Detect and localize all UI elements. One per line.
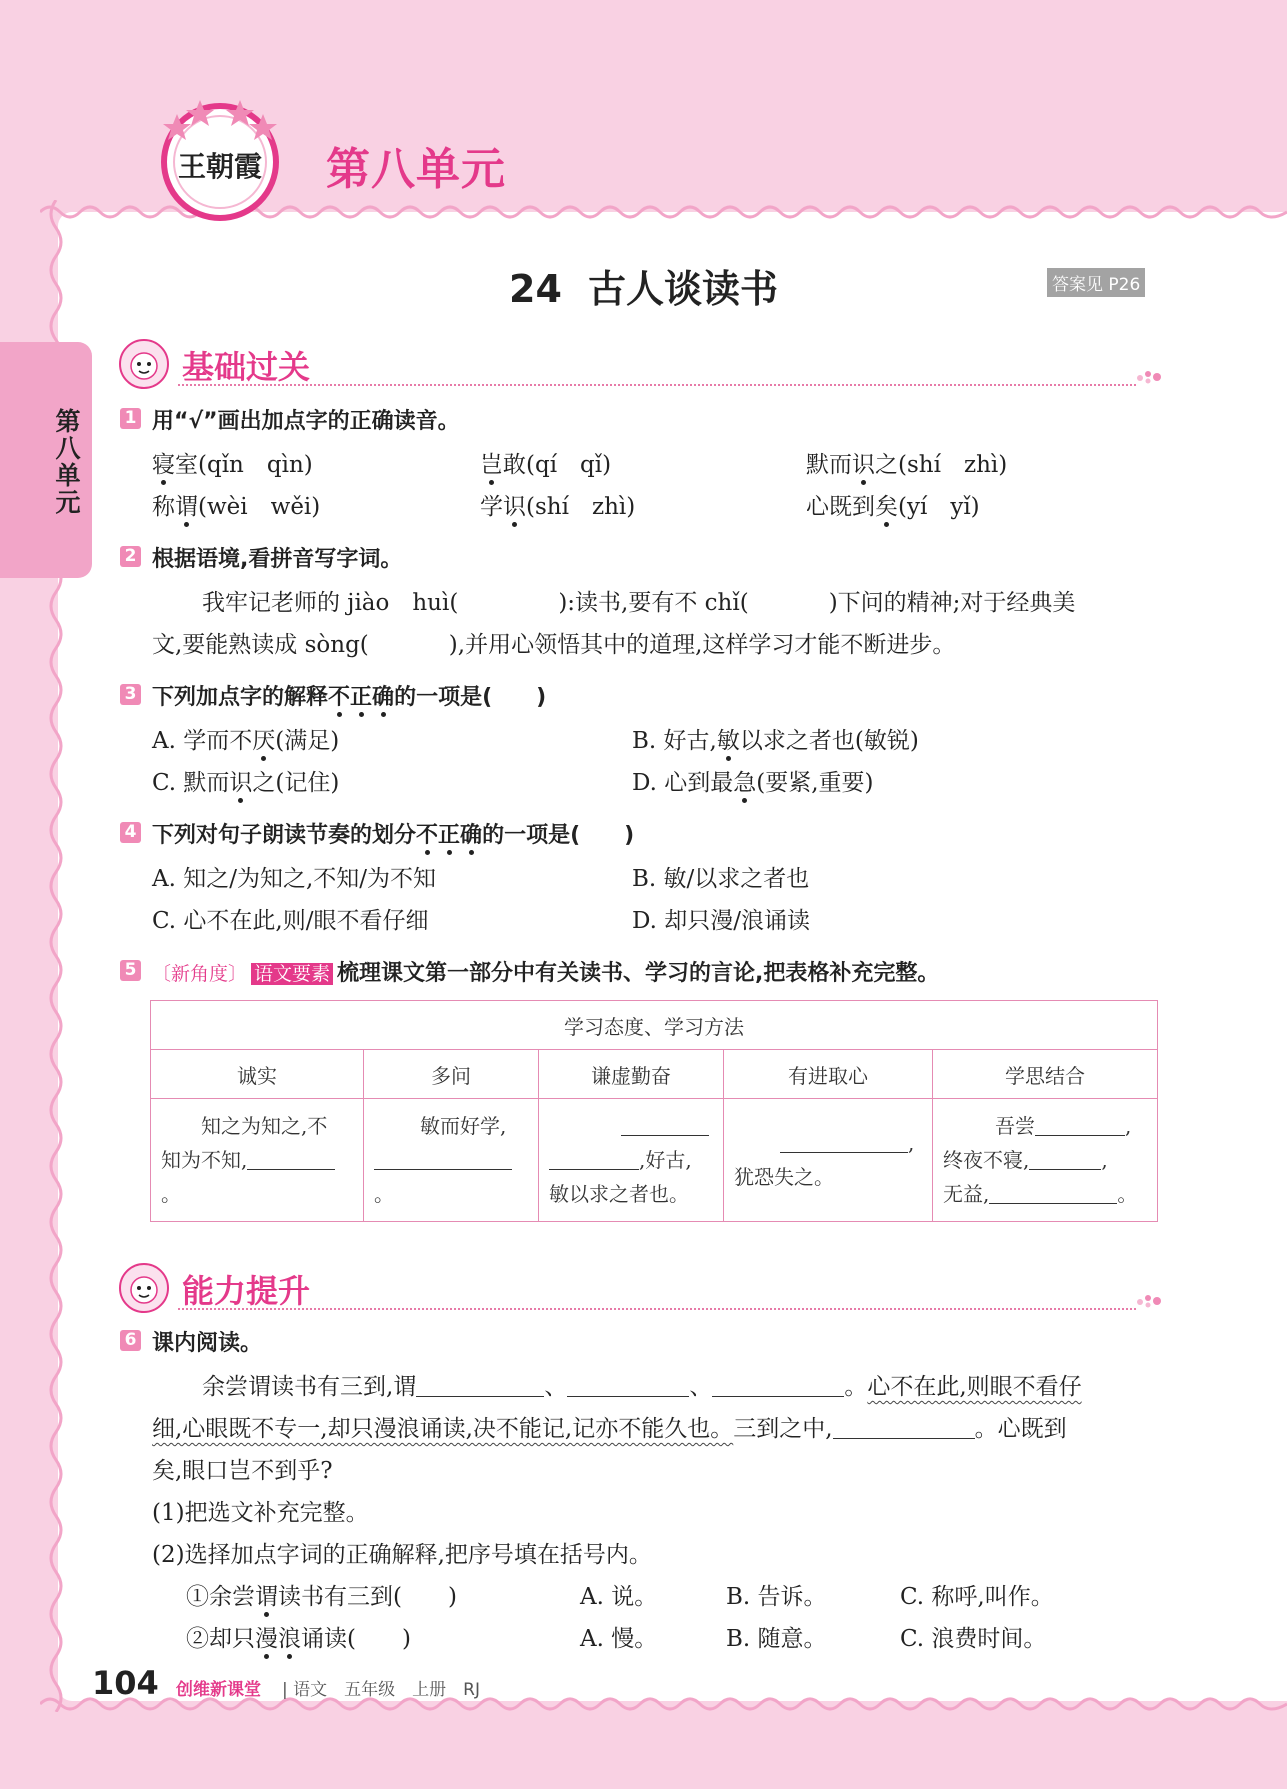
table-header: 诚实	[151, 1050, 364, 1099]
question-prompt: 课内阅读。	[152, 1331, 263, 1356]
q2-line: 文,要能熟读成 sòng( ),并用心领悟其中的道理,这样学习才能不断进步。	[152, 632, 956, 658]
option-b: B. 随意。	[726, 1626, 827, 1652]
question-number: 6	[120, 1330, 141, 1351]
question-prompt: 用“√”画出加点字的正确读音。	[152, 409, 460, 434]
sub-question: (2)选择加点字词的正确解释,把序号填在括号内。	[152, 1542, 652, 1568]
option-a: A. 知之/为知之,不知/为不知	[152, 866, 437, 892]
q1-item: 岂敢(qí qǐ)	[480, 452, 612, 478]
question-prompt: 根据语境,看拼音写字词。	[152, 547, 403, 572]
section-title-ability: 能力提升	[182, 1272, 311, 1310]
answer-ref-badge: 答案见 P26	[1047, 268, 1145, 297]
answer-blank[interactable]	[621, 1115, 709, 1136]
option-b: B. 敏/以求之者也	[632, 866, 810, 892]
table-title: 学习态度、学习方法	[151, 1001, 1158, 1050]
table-cell: 知之为知之,不 知为不知,。	[151, 1099, 364, 1222]
unit-title: 第八单元	[326, 144, 506, 195]
answer-blank[interactable]	[989, 1183, 1117, 1204]
option-a: A. 慢。	[580, 1626, 658, 1652]
question-prompt: 下列对句子朗读节奏的划分不正确的一项是( )	[152, 823, 635, 848]
option-d: D. 心到最急(要紧,重要)	[632, 770, 874, 796]
table-cell: 敏而好学, 。	[364, 1099, 539, 1222]
question-prompt: 〔新角度〕 语文要素 梳理课文第一部分中有关读书、学习的言论,把表格补充完整。	[152, 961, 940, 986]
option-b: B. 告诉。	[726, 1584, 827, 1610]
answer-blank[interactable]	[567, 1373, 689, 1397]
question-prompt: 下列加点字的解释不正确的一项是( )	[152, 685, 547, 710]
passage-line: 细,心眼既不专一,却只漫浪诵读,决不能记,记亦不能久也。三到之中, 。心既到	[152, 1416, 1067, 1442]
answer-blank[interactable]	[416, 1373, 544, 1397]
sub-item: ②却只漫浪诵读( )	[186, 1626, 411, 1652]
dots-icon	[1136, 370, 1162, 384]
section-divider	[178, 1308, 1136, 1310]
answer-blank[interactable]	[1035, 1115, 1125, 1136]
table-header: 有进取心	[724, 1050, 933, 1099]
question-number: 5	[120, 960, 141, 981]
answer-blank[interactable]	[247, 1149, 335, 1170]
mascot-icon	[118, 1262, 170, 1314]
page-number: 104	[92, 1664, 159, 1702]
answer-blank[interactable]	[833, 1415, 975, 1439]
q1-item: 默而识之(shí zhì)	[806, 452, 1008, 478]
table-cell: , 犹恐失之。	[724, 1099, 933, 1222]
option-a: A. 学而不厌(满足)	[152, 728, 340, 754]
study-table	[150, 1000, 1158, 1222]
answer-blank[interactable]	[780, 1132, 908, 1153]
lesson-name: 古人谈读书	[587, 267, 778, 311]
table-cell: ,好古, 敏以求之者也。	[539, 1099, 724, 1222]
option-c: C. 浪费时间。	[900, 1626, 1047, 1652]
passage-line: 余尝谓读书有三到,谓 、 、 。心不在此,则眼不看仔	[202, 1374, 1082, 1400]
option-c: C. 称呼,叫作。	[900, 1584, 1054, 1610]
q1-item: 学识(shí zhì)	[480, 494, 636, 520]
answer-blank[interactable]	[374, 1149, 512, 1170]
question-number: 2	[120, 546, 141, 567]
footer-info: | 语文 五年级 上册 RJ	[282, 1680, 480, 1700]
answer-blank[interactable]	[549, 1149, 639, 1170]
q1-item: 称谓(wèi wěi)	[152, 494, 321, 520]
lesson-number: 24	[509, 267, 562, 311]
option-b: B. 好古,敏以求之者也(敏锐)	[632, 728, 919, 754]
side-tab-label: 第八单元	[52, 408, 81, 516]
section-divider	[178, 384, 1136, 386]
language-element-tag: 语文要素	[251, 963, 333, 985]
answer-blank[interactable]	[712, 1373, 844, 1397]
mascot-icon	[118, 338, 170, 390]
sub-question: (1)把选文补充完整。	[152, 1500, 369, 1526]
table-header: 多问	[364, 1050, 539, 1099]
passage-line: 矣,眼口岂不到乎?	[152, 1458, 333, 1484]
q1-item: 寝室(qǐn qìn)	[152, 452, 313, 478]
answer-blank[interactable]	[1029, 1149, 1101, 1170]
footer-brand: 创维新课堂	[176, 1680, 261, 1700]
svg-text:王朝霞: 王朝霞	[177, 150, 263, 183]
question-number: 4	[120, 822, 141, 843]
dots-icon	[1136, 1294, 1162, 1308]
section-title-basic: 基础过关	[182, 348, 311, 386]
table-header: 谦虚勤奋	[539, 1050, 724, 1099]
new-angle-tag: 〔新角度〕	[152, 963, 248, 985]
table-cell: 吾尝 , 终夜不寝, , 无益, 。	[933, 1099, 1158, 1222]
q2-line: 我牢记老师的 jiào huì( ):读书,要有不 chǐ( )下问的精神;对于经典美	[202, 590, 1076, 616]
option-d: D. 却只漫/浪诵读	[632, 908, 810, 934]
question-number: 3	[120, 684, 141, 705]
q1-item: 心既到矣(yí yǐ)	[806, 494, 980, 520]
option-c: C. 心不在此,则/眼不看仔细	[152, 908, 429, 934]
option-a: A. 说。	[580, 1584, 658, 1610]
brand-logo-icon	[155, 92, 285, 222]
option-c: C. 默而识之(记住)	[152, 770, 340, 796]
sub-item: ①余尝谓读书有三到( )	[186, 1584, 457, 1610]
table-header: 学思结合	[933, 1050, 1158, 1099]
question-number: 1	[120, 408, 141, 429]
